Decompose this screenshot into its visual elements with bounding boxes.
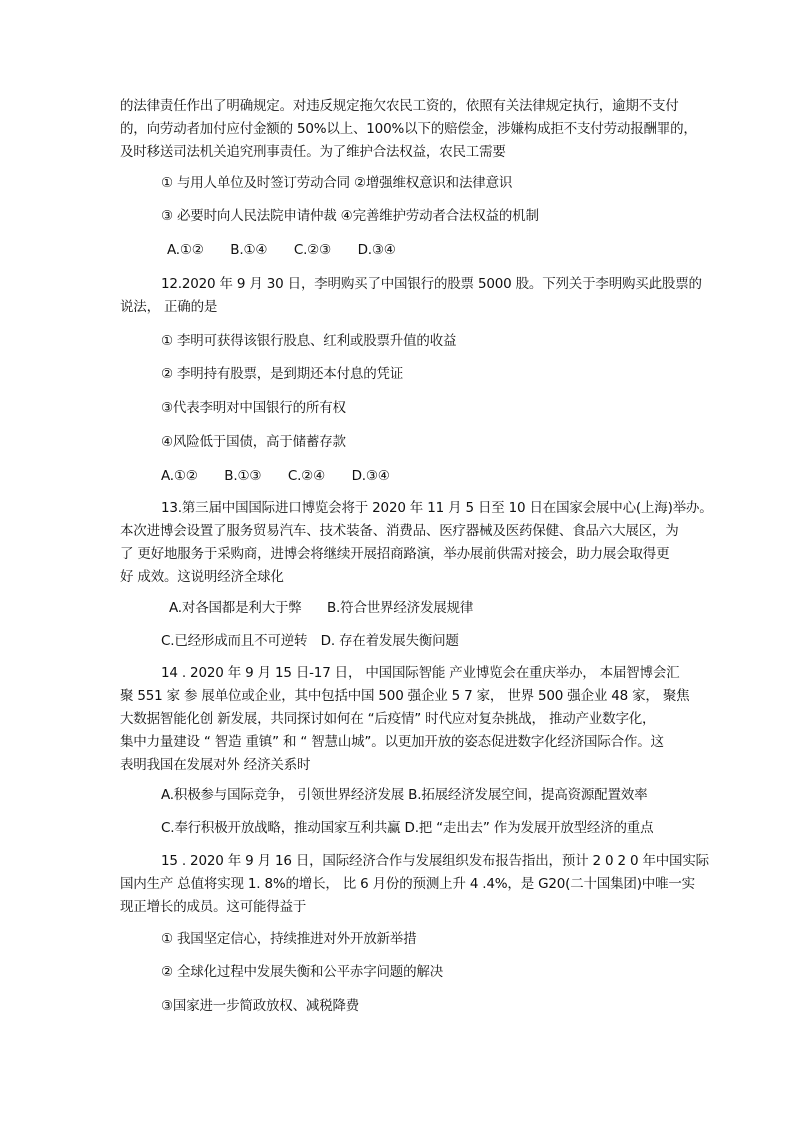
- q13-text-line-1: 13.第三届中国国际进口博览会将于 2020 年 11 月 5 日至 10 日在国家会展中心(上海)举办。: [161, 500, 713, 516]
- q12-option-4: ④风险低于国债，高于储蓄存款: [161, 434, 346, 450]
- q12-option-1: ① 李明可获得该银行股息、红利或股票升值的收益: [161, 333, 457, 349]
- q11-option-line-2: ③ 必要时向人民法院申请仲裁 ④完善维护劳动者合法权益的机制: [161, 208, 539, 224]
- q15-option-3: ③国家进一步简政放权、减税降费: [161, 998, 360, 1014]
- q12-choices: A.①② B.①③ C.②④ D.③④: [161, 468, 390, 484]
- q12-option-2: ② 李明持有股票，是到期还本付息的凭证: [161, 366, 404, 382]
- q14-choice-a-b: A.积极参与国际竞争， 引领世界经济发展 B.拓展经济发展空间，提高资源配置效率: [161, 787, 648, 803]
- q13-choice-a: A.对各国都是利大于弊: [169, 600, 302, 616]
- q15-option-2: ② 全球化过程中发展失衡和公平赤字问题的解决: [161, 964, 443, 980]
- q14-text-line-4: 集中力量建设 “ 智造 重镇” 和 “ 智慧山城”。以更加开放的姿态促进数字化经济国际合作。这: [120, 734, 664, 750]
- q14-text-line-1: 14 . 2020 年 9 月 15 日-17 日， 中国国际智能 产业博览会在重庆举办， 本届智博会汇: [161, 665, 680, 681]
- q11-text-line-2: 的，向劳动者加付应付金额的 50%以上、100%以下的赔偿金，涉嫌构成拒不支付劳动报酬罪的，: [120, 121, 697, 137]
- q11-text-line-3: 及时移送司法机关追究刑事责任。为了维护合法权益，农民工需要: [120, 144, 506, 160]
- q13-text-line-4: 好 成效。这说明经济全球化: [120, 569, 284, 585]
- q13-text-line-3: 了 更好地服务于采购商，进博会将继续开展招商路演，举办展前供需对接会，助力展会取得更: [120, 546, 670, 562]
- q15-text-line-1: 15 . 2020 年 9 月 16 日，国际经济合作与发展组织发布报告指出，预计 2 0 2 0 年中国实际: [161, 853, 709, 869]
- q11-text-line-1: 的法律责任作出了明确规定。对违反规定拖欠农民工资的，依照有关法律规定执行，逾期不支付: [120, 98, 679, 114]
- q13-choice-c-d: C.已经形成而且不可逆转 D. 存在着发展失衡问题: [161, 633, 459, 649]
- q14-text-line-2: 聚 551 家 参 展单位或企业，其中包括中国 500 强企业 5 7 家， 世界 500 强企业 48 家， 聚焦: [120, 688, 690, 704]
- q14-text-line-5: 表明我国在发展对外 经济关系时: [120, 757, 311, 773]
- q15-text-line-2: 国内生产 总值将实现 1. 8%的增长， 比 6 月份的预测上升 4 .4%，是 G20(二十国集团)中唯一实: [120, 876, 695, 892]
- q15-option-1: ① 我国坚定信心，持续推进对外开放新举措: [161, 931, 417, 947]
- q11-option-line-1: ① 与用人单位及时签订劳动合同 ②增强维权意识和法律意识: [161, 175, 513, 191]
- q15-text-line-3: 现正增长的成员。这可能得益于: [120, 899, 307, 915]
- q12-option-3: ③代表李明对中国银行的所有权: [161, 400, 346, 416]
- q12-text-line-1: 12.2020 年 9 月 30 日，李明购买了中国银行的股票 5000 股。下列关于李明购买此股票的: [161, 276, 702, 292]
- q14-text-line-3: 大数据智能化创 新发展，共同探讨如何在 “后疫情” 时代应对复杂挑战， 推动产业数字化，: [120, 711, 656, 727]
- q12-text-line-2: 说法， 正确的是: [120, 299, 218, 315]
- q13-choice-b: B.符合世界经济发展规律: [327, 600, 474, 616]
- q14-choice-c-d: C.奉行积极开放战略，推动国家互利共赢 D.把 “走出去” 作为发展开放型经济的重点: [161, 820, 654, 836]
- q13-text-line-2: 本次进博会设置了服务贸易汽车、技术装备、消费品、医疗器械及医药保健、食品六大展区，为: [120, 523, 679, 539]
- q11-choices: A.①② B.①④ C.②③ D.③④: [167, 242, 396, 258]
